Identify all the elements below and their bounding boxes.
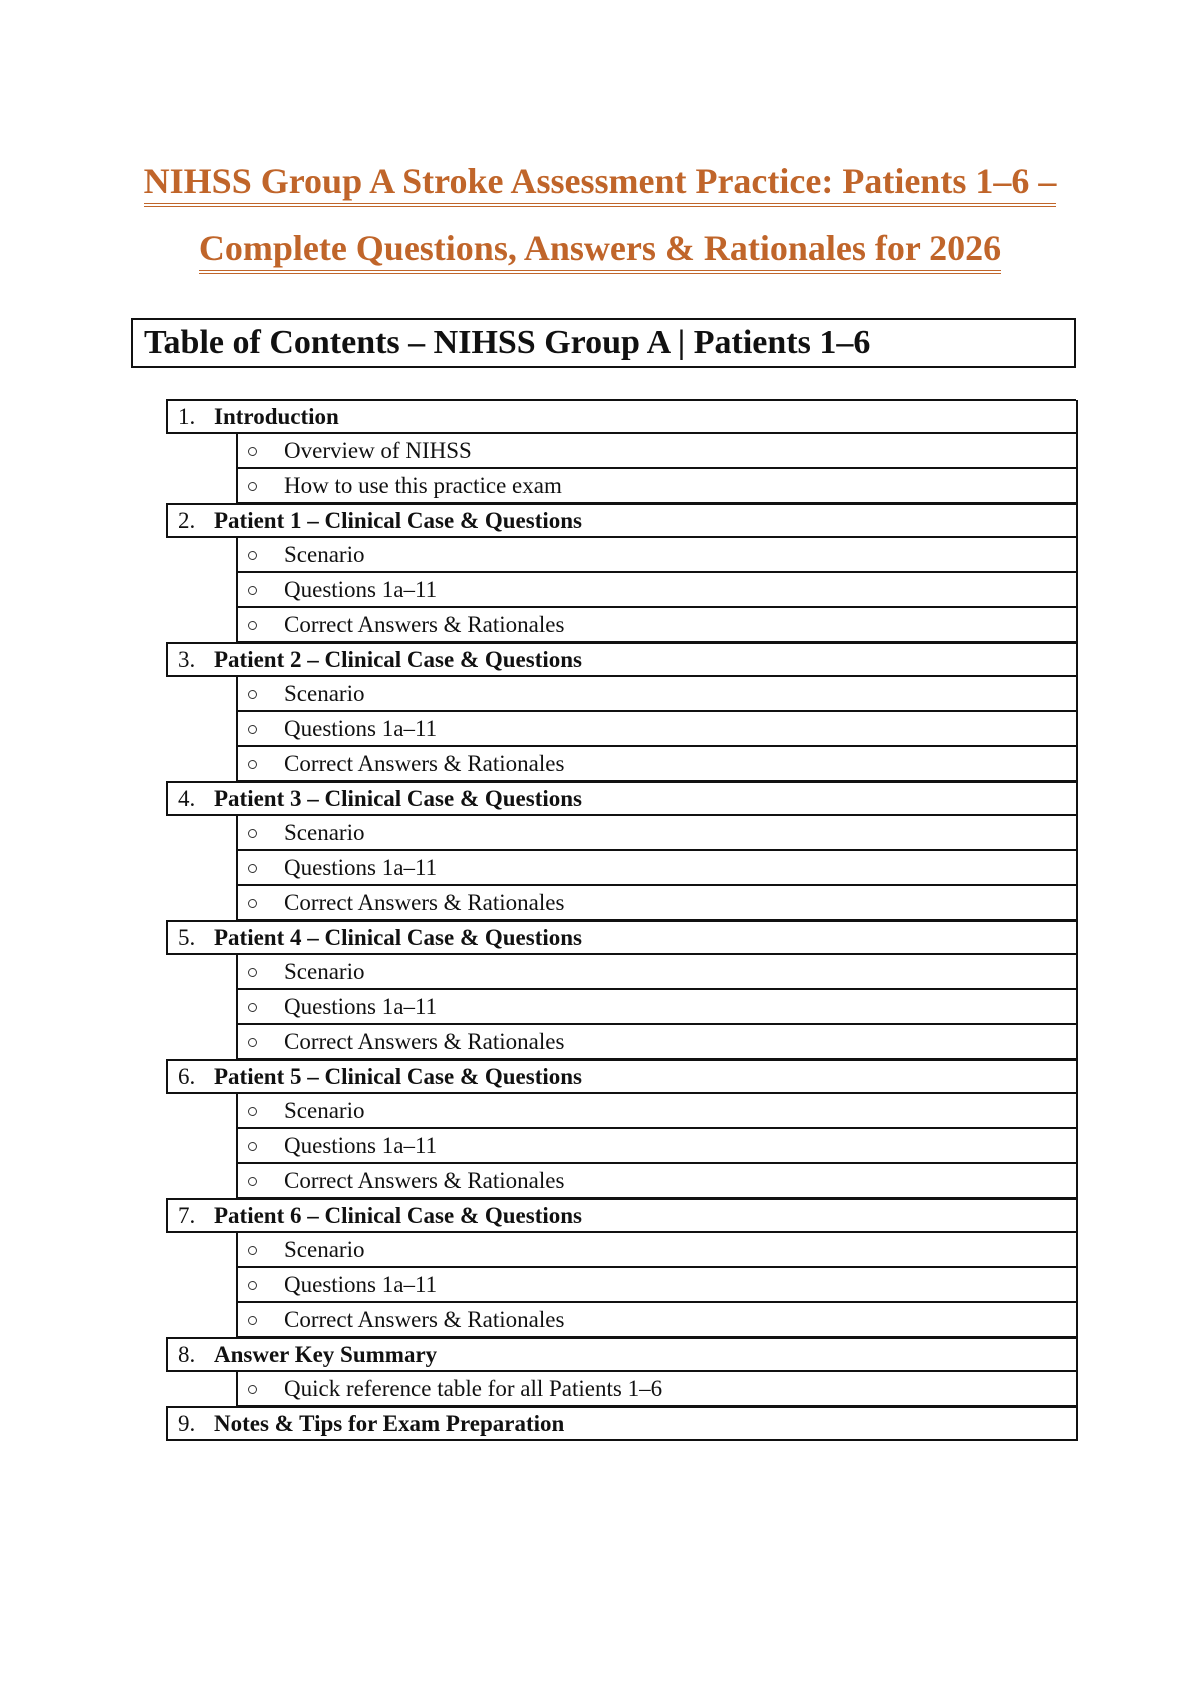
toc-subsection-label: Questions 1a–11 — [284, 1272, 438, 1297]
circle-bullet-icon — [248, 899, 257, 908]
circle-bullet-icon — [248, 1142, 257, 1151]
toc-subsection-label: Questions 1a–11 — [284, 855, 438, 880]
circle-bullet-icon — [248, 968, 257, 977]
circle-bullet-icon — [248, 586, 257, 595]
toc-section-9[interactable] — [166, 1406, 1076, 1441]
circle-bullet-icon — [248, 1038, 257, 1047]
toc-subsection[interactable] — [236, 434, 1076, 469]
page-title — [100, 148, 1100, 282]
toc-subsection[interactable] — [236, 1164, 1076, 1199]
toc-subsection[interactable] — [236, 677, 1076, 712]
toc-subsection[interactable] — [236, 1129, 1076, 1164]
toc-section-label: Patient 6 – Clinical Case & Questions — [214, 1203, 582, 1228]
toc-section-label: Notes & Tips for Exam Preparation — [214, 1411, 565, 1436]
toc-section-label: Patient 4 – Clinical Case & Questions — [214, 925, 582, 950]
toc-subsection-label: Questions 1a–11 — [284, 994, 438, 1019]
toc-subsection[interactable] — [236, 469, 1076, 504]
toc-subsection[interactable] — [236, 1303, 1076, 1338]
toc-subsection-label: How to use this practice exam — [284, 473, 562, 498]
circle-bullet-icon — [248, 1281, 257, 1290]
toc-section-label: Introduction — [214, 404, 339, 429]
toc-subsection-label: Overview of NIHSS — [284, 438, 472, 463]
toc-subsection[interactable] — [236, 712, 1076, 747]
toc-subsection-label: Correct Answers & Rationales — [284, 751, 565, 776]
toc-section-4[interactable] — [166, 781, 1076, 816]
toc-subsection[interactable] — [236, 990, 1076, 1025]
toc-section-8[interactable] — [166, 1337, 1076, 1372]
toc-subsection[interactable] — [236, 851, 1076, 886]
toc-subsection[interactable] — [236, 1372, 1076, 1407]
toc-subsection[interactable] — [236, 538, 1076, 573]
toc-section-label: Patient 5 – Clinical Case & Questions — [214, 1064, 582, 1089]
toc-subsection-label: Correct Answers & Rationales — [284, 612, 565, 637]
toc-subsection-label: Scenario — [284, 681, 365, 706]
toc-subsection[interactable] — [236, 1094, 1076, 1129]
toc-section-number: 3. — [178, 647, 196, 672]
circle-bullet-icon — [248, 690, 257, 699]
table-of-contents — [166, 400, 1078, 1441]
toc-subsection-label: Scenario — [284, 542, 365, 567]
toc-subsection-label: Questions 1a–11 — [284, 716, 438, 741]
toc-section-number: 9. — [178, 1411, 196, 1436]
toc-subsection-label: Scenario — [284, 820, 365, 845]
circle-bullet-icon — [248, 1177, 257, 1186]
toc-subsection-label: Correct Answers & Rationales — [284, 1307, 565, 1332]
toc-subsection[interactable] — [236, 608, 1076, 643]
circle-bullet-icon — [248, 829, 257, 838]
toc-section-7[interactable] — [166, 1198, 1076, 1233]
toc-subsection[interactable] — [236, 1233, 1076, 1268]
toc-section-2[interactable] — [166, 503, 1076, 538]
toc-subsection-label: Correct Answers & Rationales — [284, 1029, 565, 1054]
toc-section-6[interactable] — [166, 1059, 1076, 1094]
toc-section-label: Patient 2 – Clinical Case & Questions — [214, 647, 582, 672]
toc-subsection-label: Scenario — [284, 959, 365, 984]
toc-subsection-label: Quick reference table for all Patients 1–6 — [284, 1376, 663, 1401]
circle-bullet-icon — [248, 482, 257, 491]
circle-bullet-icon — [248, 1107, 257, 1116]
toc-section-number: 8. — [178, 1342, 196, 1367]
toc-subsection[interactable] — [236, 1025, 1076, 1060]
circle-bullet-icon — [248, 447, 257, 456]
toc-section-number: 1. — [178, 404, 196, 429]
toc-subsection-label: Scenario — [284, 1237, 365, 1262]
toc-subsection-label: Scenario — [284, 1098, 365, 1123]
toc-subsection[interactable] — [236, 747, 1076, 782]
toc-section-5[interactable] — [166, 920, 1076, 955]
toc-subsection[interactable] — [236, 816, 1076, 851]
toc-heading: Table of Contents – NIHSS Group A | Patients 1–6 — [131, 318, 1076, 368]
toc-subsection[interactable] — [236, 886, 1076, 921]
toc-section-number: 5. — [178, 925, 196, 950]
toc-section-3[interactable] — [166, 642, 1076, 677]
page-title-line-2: Complete Questions, Answers & Rationales for 2026 — [199, 228, 1001, 274]
toc-section-number: 7. — [178, 1203, 196, 1228]
toc-subsection[interactable] — [236, 955, 1076, 990]
toc-section-number: 2. — [178, 508, 196, 533]
circle-bullet-icon — [248, 1003, 257, 1012]
toc-section-number: 4. — [178, 786, 196, 811]
toc-section-label: Patient 3 – Clinical Case & Questions — [214, 786, 582, 811]
toc-subsection-label: Correct Answers & Rationales — [284, 1168, 565, 1193]
circle-bullet-icon — [248, 760, 257, 769]
toc-subsection-label: Questions 1a–11 — [284, 577, 438, 602]
circle-bullet-icon — [248, 725, 257, 734]
circle-bullet-icon — [248, 1316, 257, 1325]
toc-subsection-label: Correct Answers & Rationales — [284, 890, 565, 915]
circle-bullet-icon — [248, 551, 257, 560]
circle-bullet-icon — [248, 1385, 257, 1394]
toc-subsection[interactable] — [236, 573, 1076, 608]
circle-bullet-icon — [248, 621, 257, 630]
toc-section-number: 6. — [178, 1064, 196, 1089]
toc-subsection-label: Questions 1a–11 — [284, 1133, 438, 1158]
toc-section-label: Answer Key Summary — [214, 1342, 438, 1367]
toc-section-1[interactable] — [166, 399, 1076, 434]
toc-subsection[interactable] — [236, 1268, 1076, 1303]
page-title-line-1: NIHSS Group A Stroke Assessment Practice: Patients 1–6 – — [144, 161, 1057, 207]
toc-section-label: Patient 1 – Clinical Case & Questions — [214, 508, 582, 533]
circle-bullet-icon — [248, 864, 257, 873]
circle-bullet-icon — [248, 1246, 257, 1255]
